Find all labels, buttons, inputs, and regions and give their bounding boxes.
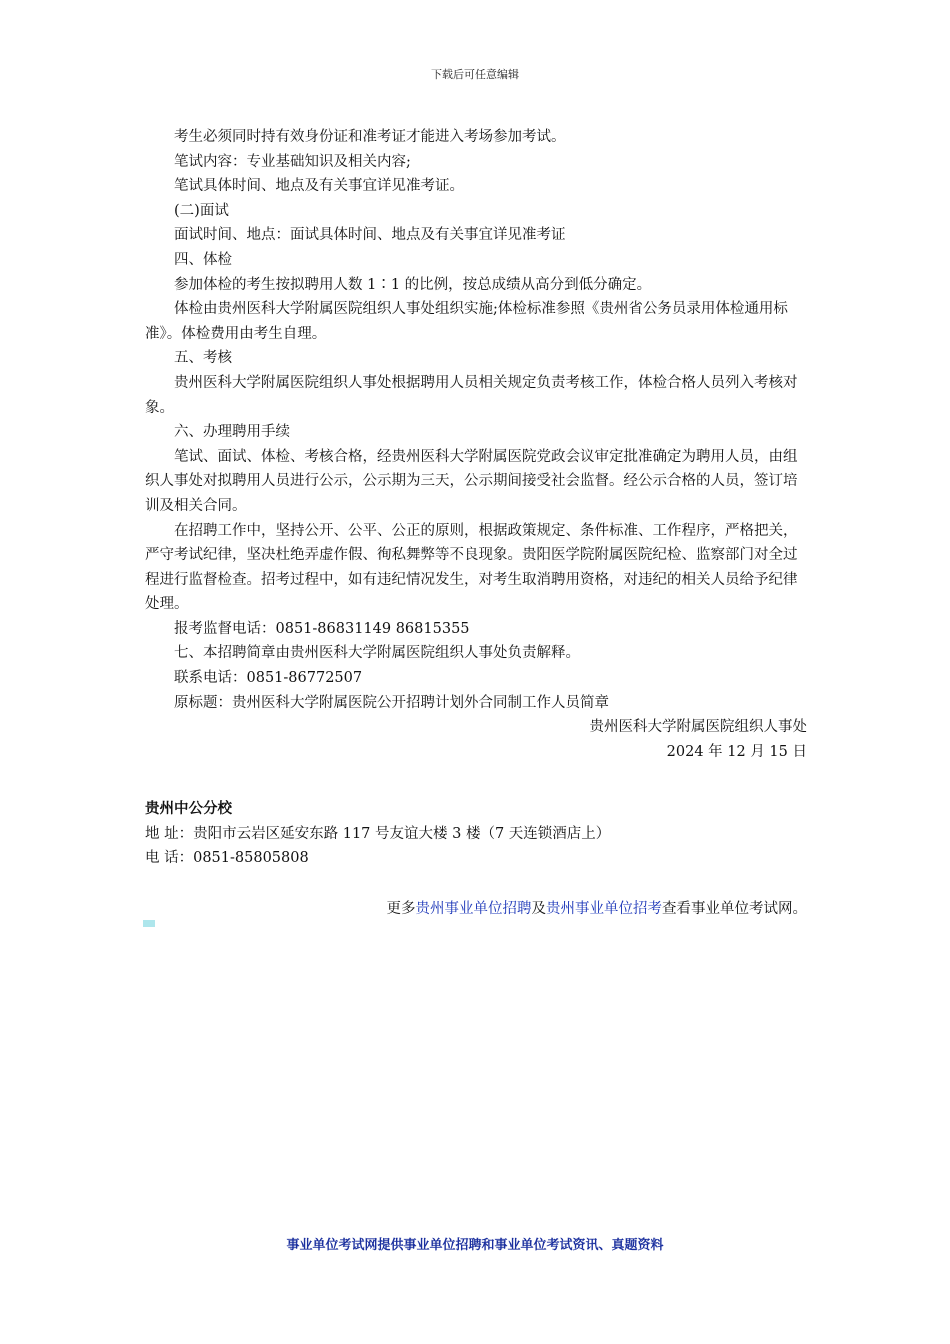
branch-address: 地 址：贵阳市云岩区延安东路 117 号友谊大楼 3 楼（7 天连锁酒店上） [145, 825, 611, 842]
recruitment-link[interactable]: 贵州事业单位招聘 [415, 901, 532, 917]
more-middle: 及 [531, 901, 546, 917]
branch-name: 贵州中公分校 [145, 801, 232, 817]
paragraph: 考生必须同时持有效身份证和准考证才能进入考场参加考试。 [174, 129, 566, 145]
contact-phone: 联系电话：0851-86772507 [174, 670, 363, 687]
paragraph: 笔试内容：专业基础知识及相关内容; [174, 153, 411, 170]
signature-org: 贵州医科大学附属医院组织人事处 [589, 719, 807, 736]
branch-phone: 电 话：0851-85805808 [145, 850, 309, 867]
paragraph: 笔试、面试、体检、考核合格，经贵州医科大学附属医院党政会议审定批准确定为聘用人员，由组织人事处对拟聘用人员进行公示，公示期为三天，公示期间接受社会监督。经公示合格的人员，签订培训及相关合同。 [145, 448, 798, 514]
section-heading: 六、办理聘用手续 [174, 424, 290, 441]
section-heading: (二)面试 [174, 202, 229, 219]
section-heading: 四、体检 [174, 251, 232, 268]
section-heading: 五、考核 [174, 350, 232, 367]
original-title: 原标题：贵州医科大学附属医院公开招聘计划外合同制工作人员简章 [174, 694, 609, 711]
section-heading: 七、本招聘简章由贵州医科大学附属医院组织人事处负责解释。 [174, 645, 580, 662]
small-marker [143, 920, 155, 927]
branch-info [145, 797, 807, 871]
document-body [145, 125, 807, 764]
paragraph: 面试时间、地点：面试具体时间、地点及有关事宜详见准考证 [174, 227, 566, 244]
page-footer: 事业单位考试网提供事业单位招聘和事业单位考试资讯、真题资料 [286, 1238, 664, 1253]
exam-link[interactable]: 贵州事业单位招考 [546, 901, 662, 917]
paragraph: 贵州医科大学附属医院组织人事处根据聘用人员相关规定负责考核工作，体检合格人员列入考核对象。 [145, 374, 798, 416]
signature-date: 2024 年 12 月 15 日 [666, 743, 807, 760]
paragraph: 笔试具体时间、地点及有关事宜详见准考证。 [174, 178, 464, 195]
supervision-phone: 报考监督电话：0851-86831149 86815355 [174, 620, 470, 637]
page-header: 下载后可任意编辑 [431, 68, 519, 81]
more-links [145, 897, 807, 921]
paragraph: 体检由贵州医科大学附属医院组织人事处组织实施;体检标准参照《贵州省公务员录用体检通用标准》。体检费用由考生自理。 [145, 301, 788, 342]
paragraph: 参加体检的考生按拟聘用人数 1∶1 的比例，按总成绩从高分到低分确定。 [174, 276, 652, 293]
more-suffix: 查看事业单位考试网。 [662, 901, 807, 917]
more-prefix: 更多 [386, 901, 416, 917]
paragraph: 在招聘工作中，坚持公开、公平、公正的原则，根据政策规定、条件标准、工作程序，严格把关，严守考试纪律，坚决杜绝弄虚作假、徇私舞弊等不良现象。贵阳医学院附属医院纪检、监察部门对全过程进行监督检查。招考过程中，如有违纪情况发生，对考生取消聘用资格，对违纪的相关人员给予纪律处理。 [145, 522, 798, 613]
